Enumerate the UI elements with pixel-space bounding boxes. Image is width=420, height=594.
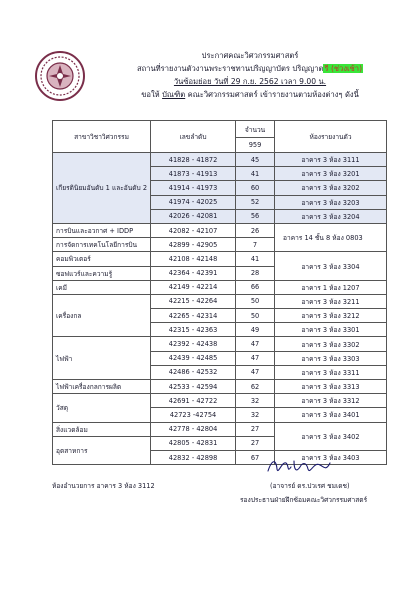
range-cell: 42215 - 42264 <box>151 294 236 308</box>
range-cell: 42691 - 42722 <box>151 394 236 408</box>
announcement-header <box>95 49 405 101</box>
university-seal-icon <box>34 50 86 102</box>
range-cell: 42364 - 42391 <box>151 266 236 280</box>
branch-cell: เกียรตินิยมอันดับ 1 และอันดับ 2 <box>53 153 151 224</box>
room-cell: อาคาร 3 ห้อง 3204 <box>275 209 387 223</box>
count-cell: 52 <box>236 195 275 209</box>
count-cell: 49 <box>236 323 275 337</box>
count-cell: 32 <box>236 394 275 408</box>
header-date-line: วันซ้อมย่อย วันที่ 29 ก.ย. 2562 เวลา 9.00 น. <box>173 77 327 86</box>
range-cell: 42832 - 42898 <box>151 450 236 464</box>
table-row <box>53 223 387 237</box>
col-header-range: เลขลำดับ <box>151 121 236 153</box>
range-cell: 41914 - 41973 <box>151 181 236 195</box>
table-row <box>53 252 387 266</box>
room-cell: อาคาร 3 ห้อง 3401 <box>275 408 387 422</box>
col-header-count: จำนวน <box>236 121 275 138</box>
table-row <box>53 280 387 294</box>
range-cell: 42392 - 42438 <box>151 337 236 351</box>
table-row <box>53 294 387 308</box>
room-cell: อาคาร 3 ห้อง 3203 <box>275 195 387 209</box>
range-cell: 42778 - 42804 <box>151 422 236 436</box>
range-cell: 42899 - 42905 <box>151 238 236 252</box>
branch-cell: ไฟฟ้าเครื่องกลการผลิต <box>53 380 151 394</box>
count-cell: 32 <box>236 408 275 422</box>
range-cell: 42108 - 42148 <box>151 252 236 266</box>
col-header-branch: สาขาวิชาวิศวกรรม <box>53 121 151 153</box>
range-cell: 41974 - 42025 <box>151 195 236 209</box>
range-cell: 42026 - 42081 <box>151 209 236 223</box>
branch-cell: การจัดการเทคโนโลยีการบิน <box>53 238 151 252</box>
count-cell: 50 <box>236 309 275 323</box>
waiting-room-note: ห้องอำนวยการ อาคาร 3 ห้อง 3112 <box>52 482 155 490</box>
count-cell: 41 <box>236 252 275 266</box>
range-cell: 42805 - 42831 <box>151 436 236 450</box>
range-cell: 42149 - 42214 <box>151 280 236 294</box>
header-title: ประกาศคณะวิศวกรรมศาสตร์ <box>201 51 299 60</box>
count-cell: 28 <box>236 266 275 280</box>
range-cell: 42265 - 42314 <box>151 309 236 323</box>
header-event-text: สถานที่รายงานตัวงานพระราชทานปริญญาบัตร ปริญญาต <box>136 64 324 73</box>
instruction-text-b: คณะวิศวกรรมศาสตร์ เข้ารายงานตามห้องต่างๆ ดังนี้ <box>185 90 359 99</box>
branch-cell: คอมพิวเตอร์ <box>53 252 151 266</box>
branch-cell: ไฟฟ้า <box>53 337 151 380</box>
range-cell: 42533 - 42594 <box>151 380 236 394</box>
range-cell: 42315 - 42363 <box>151 323 236 337</box>
header-instruction-line <box>95 88 405 101</box>
count-cell: 27 <box>236 422 275 436</box>
branch-cell: การบินและอวกาศ + IDDP <box>53 223 151 237</box>
header-event-line <box>95 62 405 75</box>
branch-cell: วัสดุ <box>53 394 151 422</box>
room-cell: อาคาร 3 ห้อง 3302 <box>275 337 387 351</box>
instruction-graduates: บัณฑิต <box>162 90 186 99</box>
room-cell: อาคาร 3 ห้อง 3312 <box>275 394 387 408</box>
header-session-text: รี (ช่วงเช้า) <box>324 64 363 73</box>
header-session-highlight <box>323 64 363 73</box>
room-cell: อาคาร 3 ห้อง 3301 <box>275 323 387 337</box>
branch-cell: เคมี <box>53 280 151 294</box>
branch-cell: เครื่องกล <box>53 294 151 337</box>
room-cell: อาคาร 14 ชั้น 8 ห้อง 0803 <box>275 223 387 251</box>
room-cell: อาคาร 1 ห้อง 1207 <box>275 280 387 294</box>
col-header-room: ห้องรายงานตัว <box>275 121 387 153</box>
range-cell: 41828 - 41872 <box>151 153 236 167</box>
count-cell: 47 <box>236 365 275 379</box>
count-cell: 27 <box>236 436 275 450</box>
room-cell: อาคาร 3 ห้อง 3202 <box>275 181 387 195</box>
room-cell: อาคาร 3 ห้อง 3201 <box>275 167 387 181</box>
table-row <box>53 422 387 436</box>
count-cell: 50 <box>236 294 275 308</box>
range-cell: 42723 -42754 <box>151 408 236 422</box>
total-count: 959 <box>236 138 275 153</box>
count-cell: 66 <box>236 280 275 294</box>
room-cell: อาคาร 3 ห้อง 3311 <box>275 365 387 379</box>
range-cell: 41873 - 41913 <box>151 167 236 181</box>
count-cell: 41 <box>236 167 275 181</box>
count-cell: 47 <box>236 337 275 351</box>
signer-title: รองประธานฝ่ายฝึกซ้อมคณะวิศวกรรมศาสตร์ <box>240 496 368 504</box>
count-cell: 7 <box>236 238 275 252</box>
room-cell: อาคาร 3 ห้อง 3303 <box>275 351 387 365</box>
room-cell: อาคาร 3 ห้อง 3211 <box>275 294 387 308</box>
room-cell: อาคาร 3 ห้อง 3212 <box>275 309 387 323</box>
count-cell: 67 <box>236 450 275 464</box>
count-cell: 47 <box>236 351 275 365</box>
branch-cell: อุตสาหการ <box>53 436 151 464</box>
table-row <box>53 394 387 408</box>
range-cell: 42486 - 42532 <box>151 365 236 379</box>
room-cell: อาคาร 3 ห้อง 3402 <box>275 422 387 450</box>
room-cell: อาคาร 3 ห้อง 3111 <box>275 153 387 167</box>
branch-cell: สิ่งแวดล้อม <box>53 422 151 436</box>
count-cell: 45 <box>236 153 275 167</box>
instruction-text-a: ขอให้ <box>141 90 163 99</box>
branch-cell: ซอฟแวร์และความรู้ <box>53 266 151 280</box>
report-room-table <box>52 120 387 465</box>
table-row <box>53 153 387 167</box>
table-row <box>53 337 387 351</box>
count-cell: 60 <box>236 181 275 195</box>
count-cell: 62 <box>236 380 275 394</box>
range-cell: 42439 - 42485 <box>151 351 236 365</box>
room-cell: อาคาร 3 ห้อง 3403 <box>275 450 387 464</box>
handwritten-signature-icon <box>264 455 334 477</box>
table-row <box>53 380 387 394</box>
count-cell: 26 <box>236 223 275 237</box>
range-cell: 42082 - 42107 <box>151 223 236 237</box>
count-cell: 56 <box>236 209 275 223</box>
room-cell: อาคาร 3 ห้อง 3313 <box>275 380 387 394</box>
signer-name: (อาจารย์ ดร.ปวเรศ ชมเดช) <box>270 482 350 490</box>
room-cell: อาคาร 3 ห้อง 3304 <box>275 252 387 280</box>
